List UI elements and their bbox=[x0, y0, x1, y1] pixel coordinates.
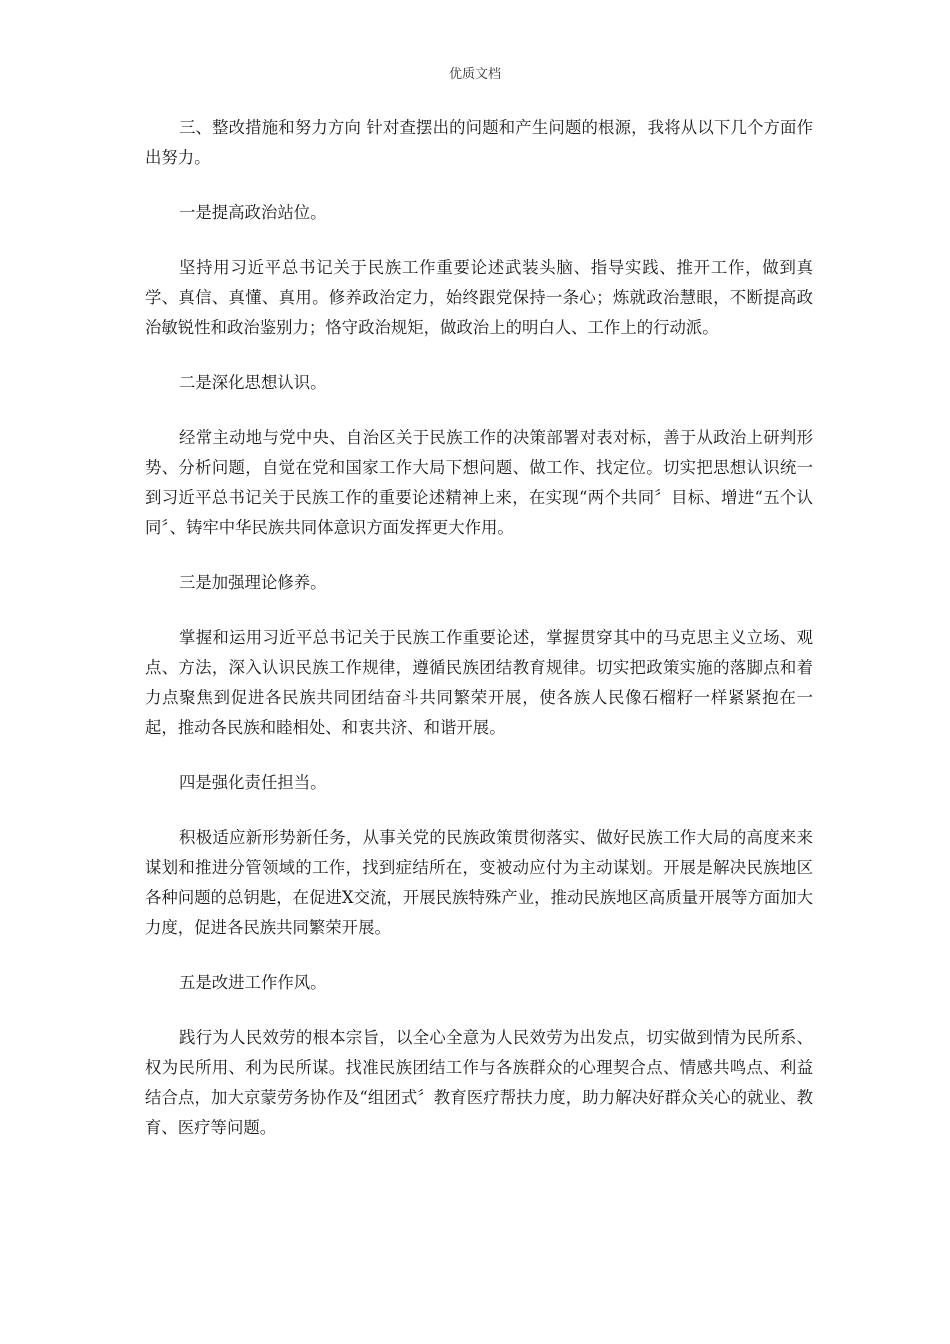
document-body bbox=[145, 113, 813, 1168]
intro-paragraph: 三、整改措施和努力方向 针对查摆出的问题和产生问题的根源，我将从以下几个方面作出努力。 bbox=[145, 118, 813, 167]
section-heading-1: 一是提高政治站位。 bbox=[179, 203, 327, 222]
section-heading-5: 五是改进工作作风。 bbox=[179, 973, 327, 992]
section-paragraph-1: 坚持用习近平总书记关于民族工作重要论述武装头脑、指导实践、推开工作，做到真学、真信、真懂、真用。修养政治定力，始终跟党保持一条心；炼就政治慧眼，不断提高政治敏锐性和政治鉴别力；恪守政治规矩，做政治上的明白人、工作上的行动派。 bbox=[145, 258, 813, 337]
section-paragraph-3: 掌握和运用习近平总书记关于民族工作重要论述，掌握贯穿其中的马克思主义立场、观点、方法，深入认识民族工作规律，遵循民族团结教育规律。切实把政策实施的落脚点和着力点聚焦到促进各民族共同团结奋斗共同繁荣开展，使各族人民像石榴籽一样紧紧抱在一起，推动各民族和睦相处、和衷共济、和谐开展。 bbox=[145, 628, 813, 737]
section-paragraph-2: 经常主动地与党中央、自治区关于民族工作的决策部署对表对标，善于从政治上研判形势、分析问题，自觉在党和国家工作大局下想问题、做工作、找定位。切实把思想认识统一到习近平总书记关于民族工作的重要论述精神上来，在实现“两个共同〞目标、增进“五个认同〞、铸牢中华民族共同体意识方面发挥更大作用。 bbox=[145, 428, 813, 537]
section-paragraph-5: 践行为人民效劳的根本宗旨，以全心全意为人民效劳为出发点，切实做到情为民所系、权为民所用、利为民所谋。找准民族团结工作与各族群众的心理契合点、情感共鸣点、利益结合点，加大京蒙劳务协作及“组团式〞教育医疗帮扶力度，助力解决好群众关心的就业、教育、医疗等问题。 bbox=[145, 1028, 813, 1137]
section-heading-2: 二是深化思想认识。 bbox=[179, 373, 327, 392]
section-heading-4: 四是强化责任担当。 bbox=[179, 773, 327, 792]
page-header: 优质文档 bbox=[448, 67, 501, 82]
section-heading-3: 三是加强理论修养。 bbox=[179, 573, 327, 592]
section-paragraph-4: 积极适应新形势新任务，从事关党的民族政策贯彻落实、做好民族工作大局的高度来来谋划和推进分管领域的工作，找到症结所在，变被动应付为主动谋划。开展是解决民族地区各种问题的总钥匙，在促进X交流，开展民族特殊产业，推动民族地区高质量开展等方面加大力度，促进各民族共同繁荣开展。 bbox=[145, 828, 813, 937]
